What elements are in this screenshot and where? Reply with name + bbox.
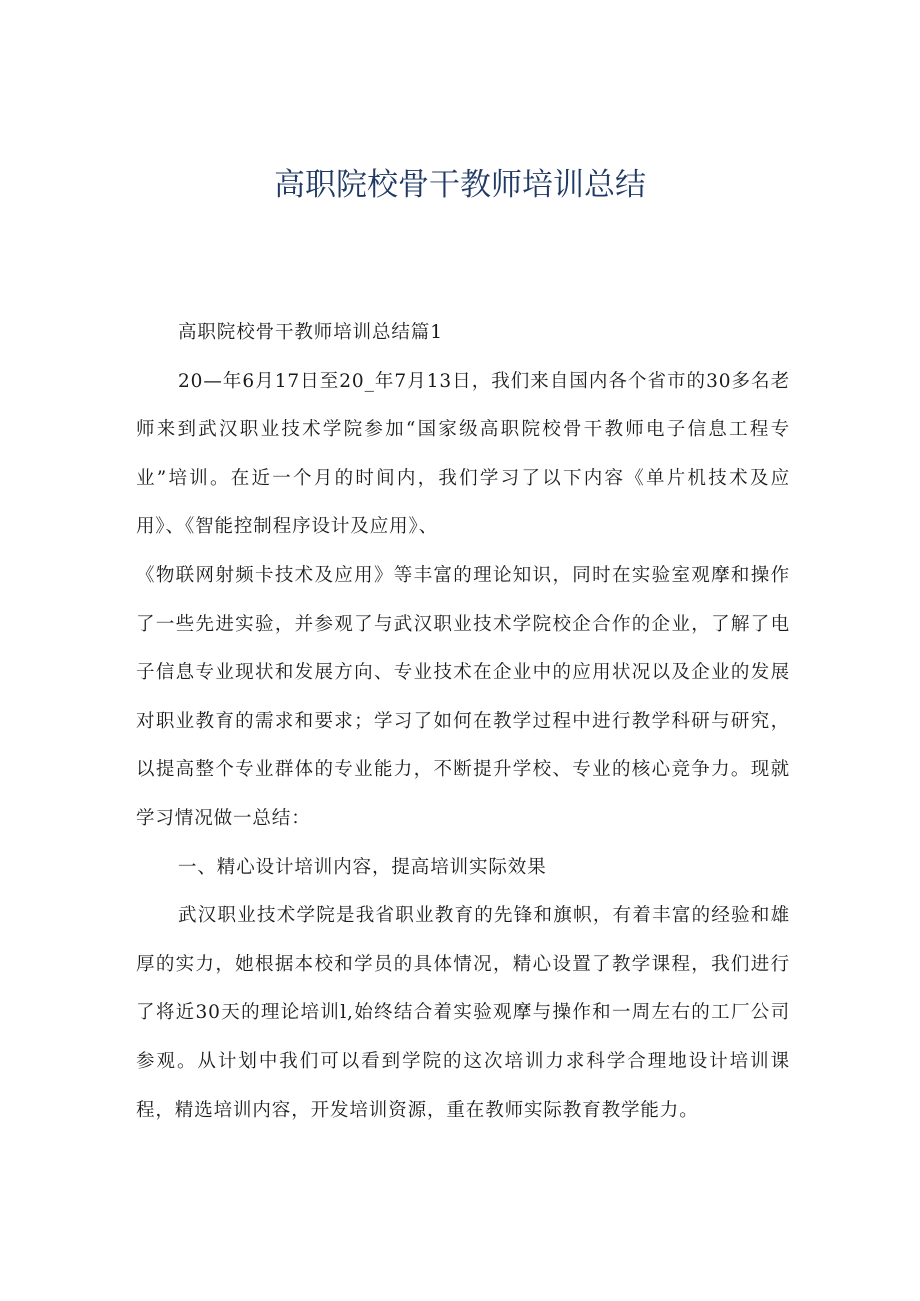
paragraph-1a: 20—年6月17日至20_年7月13日，我们来自国内各个省市的30多名老师来到武汉职业技术学院参加“国家级高职院校骨干教师电子信息工程专业”培训。在近一个月的时间内，我们学习了以下内容《单片机技术及应用》、《智能控制程序设计及应用》、 bbox=[136, 370, 790, 538]
document-body bbox=[136, 309, 790, 1135]
paragraph-2: 武汉职业技术学院是我省职业教育的先锋和旗帜，有着丰富的经验和雄厚的实力，她根据本校和学员的具体情况，精心设置了教学课程，我们进行了将近30天的理论培训l,始终结合着实验观摩与操作和一周左右的工厂公司参观。从计划中我们可以看到学院的这次培训力求科学合理地设计培训课程，精选培训内容，开发培训资源，重在教师实际教育教学能力。 bbox=[136, 905, 790, 1121]
document-title: 高职院校骨干教师培训总结 bbox=[274, 167, 646, 203]
subheading-1: 一、精心设计培训内容，提高培训实际效果 bbox=[178, 856, 547, 878]
paragraph-1b: 《物联网射频卡技术及应用》等丰富的理论知识，同时在实验室观摩和操作了一些先进实验，并参观了与武汉职业技术学院校企合作的企业，了解了电子信息专业现状和发展方向、专业技术在企业中的应用状况以及企业的发展对职业教育的需求和要求；学习了如何在教学过程中进行教学科研与研究，以提高整个专业群体的专业能力，不断提升学校、专业的核心竞争力。现就学习情况做一总结： bbox=[136, 564, 790, 829]
section-heading: 高职院校骨干教师培训总结篇1 bbox=[178, 322, 443, 343]
